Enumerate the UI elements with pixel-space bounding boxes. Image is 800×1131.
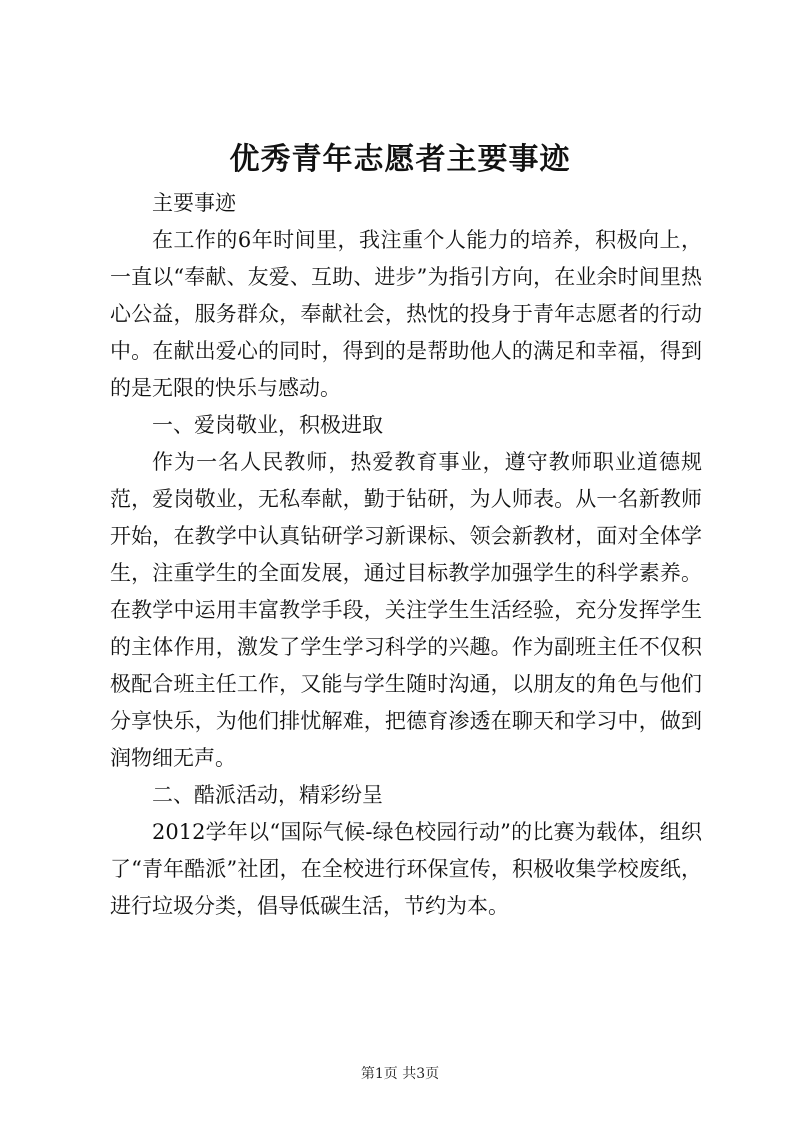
section-heading-2: 二、酷派活动，精彩纷呈 [152, 783, 383, 807]
document-title: 优秀青年志愿者主要事迹 [229, 142, 571, 177]
section-heading-main: 主要事迹 [152, 191, 236, 215]
paragraph-activities: 2012学年以“国际气候-绿色校园行动”的比赛为载体，组织了“青年酷派”社团，在全校进行环保宣传，积极收集学校废纸，进行垃圾分类，倡导低碳生活，节约为本。 [110, 820, 702, 918]
document-body [110, 185, 702, 925]
paragraph-intro: 在工作的6年时间里，我注重个人能力的培养，积极向上，一直以“奉献、友爱、互助、进步”为指引方向，在业余时间里热心公益，服务群众，奉献社会，热忱的投身于青年志愿者的行动中。在献出爱心的同时，得到的是帮助他人的满足和幸福，得到的是无限的快乐与感动。 [110, 228, 702, 400]
section-heading-1: 一、爱岗敬业，积极进取 [152, 413, 383, 437]
paragraph-teaching: 作为一名人民教师，热爱教育事业，遵守教师职业道德规范，爱岗敬业，无私奉献，勤于钻研，为人师表。从一名新教师开始，在教学中认真钻研学习新课标、领会新教材，面对全体学生，注重学生的全面发展，通过目标教学加强学生的科学素养。在教学中运用丰富教学手段，关注学生生活经验，充分发挥学生的主体作用，激发了学生学习科学的兴趣。作为副班主任不仅积极配合班主任工作，又能与学生随时沟通，以朋友的角色与他们分享快乐，为他们排忧解难，把德育渗透在聊天和学习中，做到润物细无声。 [110, 450, 702, 770]
page-footer: 第1页 共3页 [360, 1066, 440, 1082]
